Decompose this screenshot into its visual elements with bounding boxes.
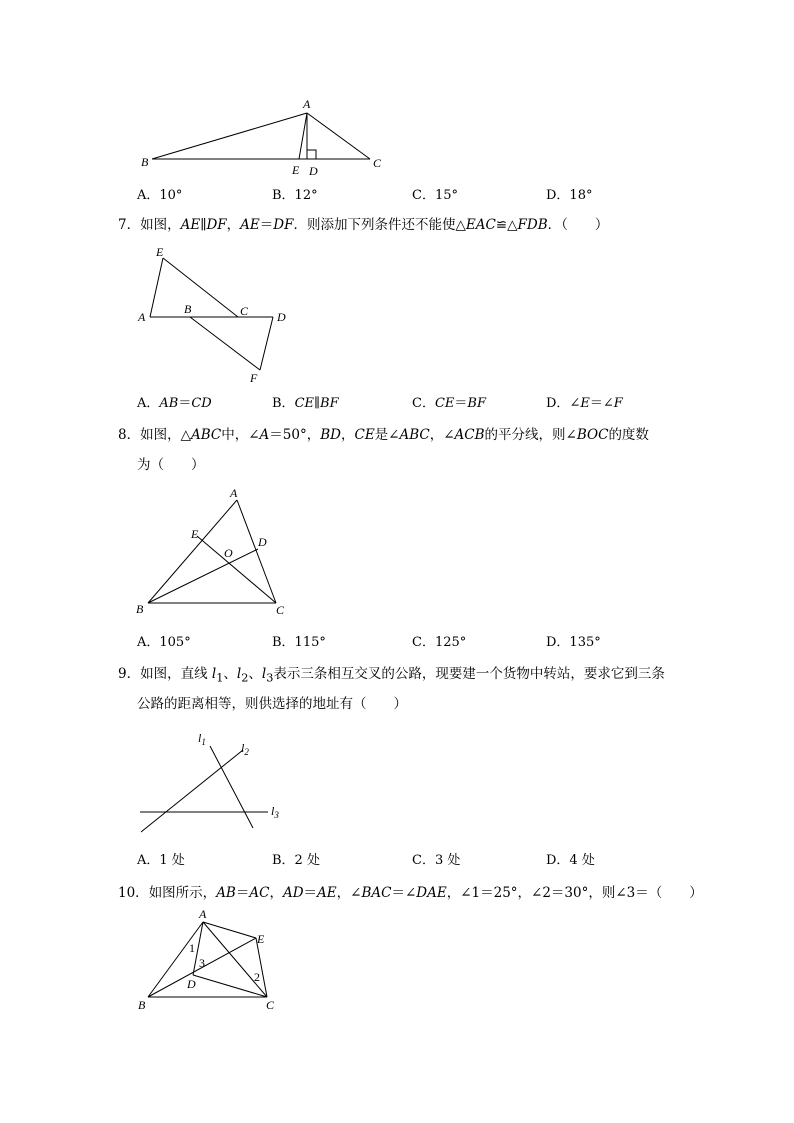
q9-label-l1-letter: l bbox=[198, 731, 202, 745]
q7-option-text: ∥ bbox=[314, 396, 321, 411]
q10-figure bbox=[135, 905, 285, 1015]
q9-label-l1-sub: 1 bbox=[201, 737, 206, 747]
q7-stem-var: DF bbox=[206, 217, 227, 233]
q7-label-a: A bbox=[138, 310, 146, 324]
q8-stem-text: 的平分线，则∠ bbox=[484, 427, 577, 443]
q7-stem-var: DF bbox=[273, 217, 294, 233]
q7-option-a[interactable] bbox=[137, 395, 212, 413]
q10-stem-text: ，∠1＝25°，∠2＝30°，则∠3＝（ ） bbox=[446, 885, 703, 901]
q10-stem-text: 如图所示， bbox=[148, 885, 217, 901]
q10-stem-text: ＝∠ bbox=[391, 885, 417, 901]
q8-number: 8． bbox=[118, 427, 141, 443]
q7-stem-text: ＝ bbox=[259, 217, 274, 233]
q7-stem-var: EAC bbox=[465, 217, 496, 233]
q7-option-letter: C． bbox=[412, 396, 435, 411]
q9-stem-sub: 3 bbox=[266, 671, 274, 685]
q7-number: 7． bbox=[118, 217, 141, 233]
q7-stem-text: ．则添加下列条件还不能使△ bbox=[293, 217, 466, 233]
q7-stem-var: FDB bbox=[517, 217, 548, 233]
q7-option-text: ＝∠ bbox=[589, 396, 614, 411]
q10-label-b: B bbox=[138, 998, 146, 1012]
q8-stem-var: ABC bbox=[190, 427, 222, 443]
q7-option-letter: D． bbox=[546, 396, 570, 411]
q7-stem-var: AE bbox=[180, 217, 201, 233]
q9-option-d[interactable]: D．4 处 bbox=[546, 853, 595, 868]
q7-option-var: F bbox=[613, 396, 623, 411]
q6-option-b[interactable]: B．12° bbox=[272, 188, 318, 203]
q8-label-d: D bbox=[258, 535, 267, 549]
q10-stem-var: AD bbox=[282, 885, 304, 901]
q9-stem-text: 表示三条相互交叉的公路，现要建一个货物中转站，要求它到三条 bbox=[273, 666, 665, 682]
q8-figure bbox=[135, 485, 305, 620]
q7-option-letter: B． bbox=[272, 396, 295, 411]
q7-option-c[interactable] bbox=[412, 395, 486, 413]
q9-option-a[interactable]: A．1 处 bbox=[137, 853, 185, 868]
q8-stem-text: ，∠ bbox=[429, 427, 455, 443]
q9-option-b[interactable]: B．2 处 bbox=[272, 853, 320, 868]
q7-option-letter: A． bbox=[137, 396, 160, 411]
q6-label-a: A bbox=[303, 97, 311, 111]
q10-stem-text: ＝ bbox=[235, 885, 250, 901]
q9-label-l3 bbox=[271, 804, 279, 820]
q7-option-var: BF bbox=[320, 396, 339, 411]
q7-option-text: ＝ bbox=[454, 396, 468, 411]
q7-option-text: ＝ bbox=[178, 396, 192, 411]
q10-stem-text: ，∠ bbox=[336, 885, 362, 901]
q7-stem-text: ， bbox=[226, 217, 241, 233]
q9-stem-var: l bbox=[261, 666, 267, 682]
q8-option-d[interactable]: D．135° bbox=[546, 635, 601, 650]
q10-stem-var: BAC bbox=[361, 885, 392, 901]
q6-label-e: E bbox=[292, 163, 300, 177]
q9-label-l3-sub: 3 bbox=[274, 810, 279, 820]
q6-label-d: D bbox=[309, 164, 318, 178]
q7-stem-text: 如图， bbox=[140, 217, 181, 233]
q9-stem-sub: 2 bbox=[241, 671, 249, 685]
q10-label-c: C bbox=[266, 998, 275, 1012]
q10-angle-3: 3 bbox=[199, 956, 205, 970]
q10-stem-text: ， bbox=[269, 885, 283, 901]
q10-stem bbox=[118, 883, 703, 903]
q7-option-var: CD bbox=[191, 396, 212, 411]
q9-label-l2-letter: l bbox=[241, 741, 245, 755]
q9-label-l3-letter: l bbox=[271, 804, 275, 818]
q7-option-var: AB bbox=[159, 396, 179, 411]
q9-label-l2 bbox=[241, 741, 249, 757]
q9-stem-text: 、 bbox=[248, 666, 262, 682]
q6-label-b: B bbox=[141, 155, 149, 169]
q7-option-var: CE bbox=[434, 396, 455, 411]
q9-stem-var: l bbox=[236, 666, 242, 682]
q8-stem-var: A bbox=[259, 427, 270, 443]
q7-option-var: CE bbox=[294, 396, 314, 411]
q10-angle-2: 2 bbox=[254, 970, 260, 984]
q7-label-d: D bbox=[277, 310, 286, 324]
q10-label-a: A bbox=[199, 907, 207, 921]
q9-stem-line1 bbox=[118, 664, 665, 689]
q8-label-o: O bbox=[224, 546, 233, 560]
q7-stem bbox=[118, 215, 608, 235]
q10-stem-var: AC bbox=[249, 885, 270, 901]
q7-label-c: C bbox=[240, 304, 249, 318]
q9-label-l1 bbox=[198, 731, 206, 747]
q9-stem-var: l bbox=[211, 666, 217, 682]
q7-label-b: B bbox=[184, 302, 192, 316]
q7-label-e: E bbox=[156, 245, 164, 259]
q10-angle-1: 1 bbox=[189, 941, 195, 955]
q9-stem-sub: 1 bbox=[216, 671, 224, 685]
q8-stem-text: 中，∠ bbox=[221, 427, 260, 443]
q6-option-c[interactable]: C．15° bbox=[412, 188, 458, 203]
q7-stem-var: AE bbox=[240, 217, 260, 233]
q8-label-a: A bbox=[230, 486, 238, 500]
q9-label-l2-sub: 2 bbox=[244, 747, 249, 757]
q10-stem-text: ＝ bbox=[303, 885, 318, 901]
q8-stem-var: ABC bbox=[399, 427, 430, 443]
q8-stem-var: CE bbox=[354, 427, 375, 443]
q6-option-a[interactable]: A．10° bbox=[137, 188, 183, 203]
q9-stem-text: 、 bbox=[223, 666, 237, 682]
q6-label-c: C bbox=[373, 156, 382, 170]
q8-option-b[interactable]: B．115° bbox=[272, 635, 326, 650]
q8-stem-line2: 为（ ） bbox=[137, 457, 205, 473]
q8-stem-text: 如图，△ bbox=[140, 427, 191, 443]
q8-label-c: C bbox=[276, 603, 285, 617]
q8-stem-var: ACB bbox=[454, 427, 485, 443]
q10-number: 10． bbox=[118, 885, 149, 901]
q7-option-b[interactable] bbox=[272, 395, 339, 413]
q9-number: 9． bbox=[118, 666, 141, 682]
q9-option-c[interactable]: C．3 处 bbox=[412, 853, 461, 868]
q6-option-d[interactable]: D．18° bbox=[546, 188, 593, 203]
q10-stem-var: AE bbox=[317, 885, 337, 901]
q7-figure bbox=[135, 240, 305, 390]
q7-option-var: E bbox=[580, 396, 590, 411]
q7-stem-text: ．（ ） bbox=[547, 217, 609, 233]
q8-stem-text: ＝50°， bbox=[269, 427, 321, 443]
q8-stem-var: BOC bbox=[576, 427, 609, 443]
q8-label-e: E bbox=[191, 527, 199, 541]
q8-stem-var: BD bbox=[320, 427, 341, 443]
q8-stem-text: 是∠ bbox=[374, 427, 400, 443]
q10-label-e: E bbox=[257, 932, 265, 946]
q9-stem-line2: 公路的距离相等，则供选择的地址有（ ） bbox=[137, 696, 407, 712]
q7-stem-text: ∥ bbox=[200, 217, 207, 233]
q7-label-f: F bbox=[250, 371, 258, 385]
q8-stem-text: ， bbox=[340, 427, 355, 443]
q7-option-var: BF bbox=[467, 396, 486, 411]
q8-label-b: B bbox=[136, 602, 144, 616]
q6-figure bbox=[135, 95, 395, 185]
q8-stem-line1 bbox=[118, 425, 649, 445]
q9-figure bbox=[135, 728, 295, 838]
q7-option-text: ∠ bbox=[569, 396, 581, 411]
q8-option-c[interactable]: C．125° bbox=[412, 635, 467, 650]
q8-option-a[interactable]: A．105° bbox=[137, 635, 191, 650]
q10-stem-var: DAE bbox=[416, 885, 447, 901]
q10-stem-var: AB bbox=[216, 885, 236, 901]
q7-option-d[interactable] bbox=[546, 395, 623, 413]
q8-stem-text: 的度数 bbox=[608, 427, 649, 443]
q10-label-d: D bbox=[187, 977, 196, 991]
q7-stem-text: ≌△ bbox=[495, 217, 518, 233]
q9-stem-text: 如图，直线 bbox=[140, 666, 212, 682]
